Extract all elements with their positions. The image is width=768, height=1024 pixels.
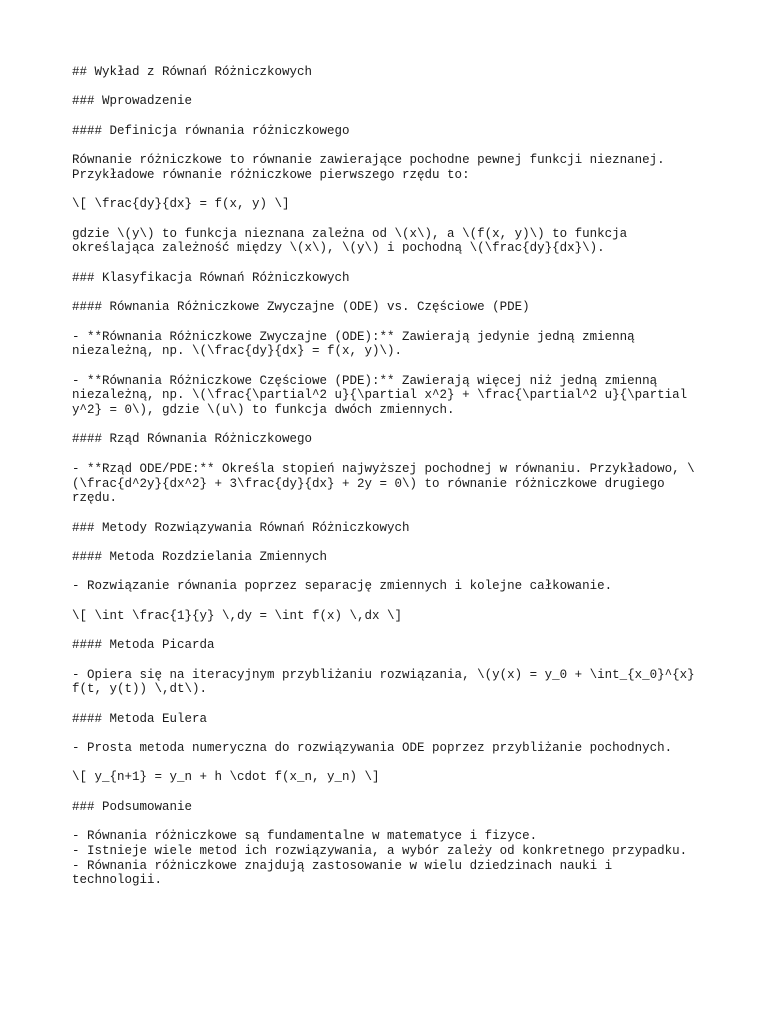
text-line: gdzie \(y\) to funkcja nieznana zależna od \(x\), a \(f(x, y)\) to funkcja bbox=[72, 226, 628, 241]
text-line: \[ \int \frac{1}{y} \,dy = \int f(x) \,dx \] bbox=[72, 608, 403, 623]
text-line: Równanie różniczkowe to równanie zawierające pochodne pewnej funkcji nieznanej. bbox=[72, 153, 665, 168]
document-paragraph bbox=[72, 300, 712, 315]
document-paragraph bbox=[72, 94, 712, 109]
document-paragraph bbox=[72, 462, 712, 506]
document-page bbox=[72, 65, 712, 903]
text-line: ### Klasyfikacja Równań Różniczkowych bbox=[72, 270, 350, 285]
text-line: \[ \frac{dy}{dx} = f(x, y) \] bbox=[72, 197, 290, 212]
text-line: ### Podsumowanie bbox=[72, 799, 193, 814]
text-line: Przykładowe równanie różniczkowe pierwszego rzędu to: bbox=[72, 167, 470, 182]
document-paragraph bbox=[72, 374, 712, 418]
document-paragraph bbox=[72, 432, 712, 447]
text-line: - Rozwiązanie równania poprzez separację zmiennych i kolejne całkowanie. bbox=[72, 579, 613, 594]
text-line: #### Metoda Picarda bbox=[72, 638, 215, 653]
text-line: - **Rząd ODE/PDE:** Określa stopień najwyższej pochodnej w równaniu. Przykładowo, \ bbox=[72, 461, 695, 476]
document-paragraph bbox=[72, 153, 712, 182]
document-paragraph bbox=[72, 638, 712, 653]
document-paragraph bbox=[72, 65, 712, 80]
document-paragraph bbox=[72, 712, 712, 727]
document-paragraph bbox=[72, 829, 712, 888]
text-line: #### Metoda Eulera bbox=[72, 711, 208, 726]
text-line: - Równania różniczkowe są fundamentalne w matematyce i fizyce. bbox=[72, 829, 538, 844]
text-line: - **Równania Różniczkowe Zwyczajne (ODE):** Zawierają jedynie jedną zmienną bbox=[72, 329, 635, 344]
text-line: - Równania różniczkowe znajdują zastosowanie w wielu dziedzinach nauki i bbox=[72, 858, 613, 873]
text-line: ## Wykład z Równań Różniczkowych bbox=[72, 65, 313, 79]
document-paragraph bbox=[72, 521, 712, 536]
text-line: - Prosta metoda numeryczna do rozwiązywania ODE poprzez przybliżanie pochodnych. bbox=[72, 741, 673, 756]
text-line: - Istnieje wiele metod ich rozwiązywania, a wybór zależy od konkretnego przypadku. bbox=[72, 843, 688, 858]
text-line: ### Wprowadzenie bbox=[72, 94, 193, 109]
text-line: (\frac{d^2y}{dx^2} + 3\frac{dy}{dx} + 2y = 0\) to równanie różniczkowe drugiego bbox=[72, 476, 665, 491]
text-line: \[ y_{n+1} = y_n + h \cdot f(x_n, y_n) \] bbox=[72, 770, 380, 785]
text-line: niezależną, np. \(\frac{dy}{dx} = f(x, y)\). bbox=[72, 344, 403, 359]
document-paragraph bbox=[72, 741, 712, 756]
text-line: f(t, y(t)) \,dt\). bbox=[72, 682, 208, 697]
text-line: - **Równania Różniczkowe Częściowe (PDE):** Zawierają więcej niż jedną zmienną bbox=[72, 373, 658, 388]
document-paragraph bbox=[72, 770, 712, 785]
text-line: y^2} = 0\), gdzie \(u\) to funkcja dwóch zmiennych. bbox=[72, 403, 455, 418]
document-paragraph bbox=[72, 579, 712, 594]
text-line: #### Metoda Rozdzielania Zmiennych bbox=[72, 550, 328, 564]
text-line: #### Rząd Równania Różniczkowego bbox=[72, 432, 313, 447]
text-line: niezależną, np. \(\frac{\partial^2 u}{\partial x^2} + \frac{\partial^2 u}{\partial bbox=[72, 388, 688, 403]
text-line: #### Równania Różniczkowe Zwyczajne (ODE) vs. Częściowe (PDE) bbox=[72, 300, 530, 315]
document-paragraph bbox=[72, 227, 712, 256]
text-line: ### Metody Rozwiązywania Równań Różniczkowych bbox=[72, 520, 410, 535]
text-line: - Opiera się na iteracyjnym przybliżaniu rozwiązania, \(y(x) = y_0 + \int_{x_0}^{x} bbox=[72, 667, 695, 682]
document-paragraph bbox=[72, 609, 712, 624]
text-line: technologii. bbox=[72, 873, 163, 888]
document-paragraph bbox=[72, 197, 712, 212]
document-paragraph bbox=[72, 271, 712, 286]
document-paragraph bbox=[72, 800, 712, 815]
text-line: rzędu. bbox=[72, 491, 118, 506]
document-paragraph bbox=[72, 550, 712, 565]
document-paragraph bbox=[72, 668, 712, 697]
document-paragraph bbox=[72, 330, 712, 359]
document-paragraph bbox=[72, 124, 712, 139]
text-line: określająca zależność między \(x\), \(y\) i pochodną \(\frac{dy}{dx}\). bbox=[72, 241, 605, 256]
text-line: #### Definicja równania różniczkowego bbox=[72, 123, 350, 138]
